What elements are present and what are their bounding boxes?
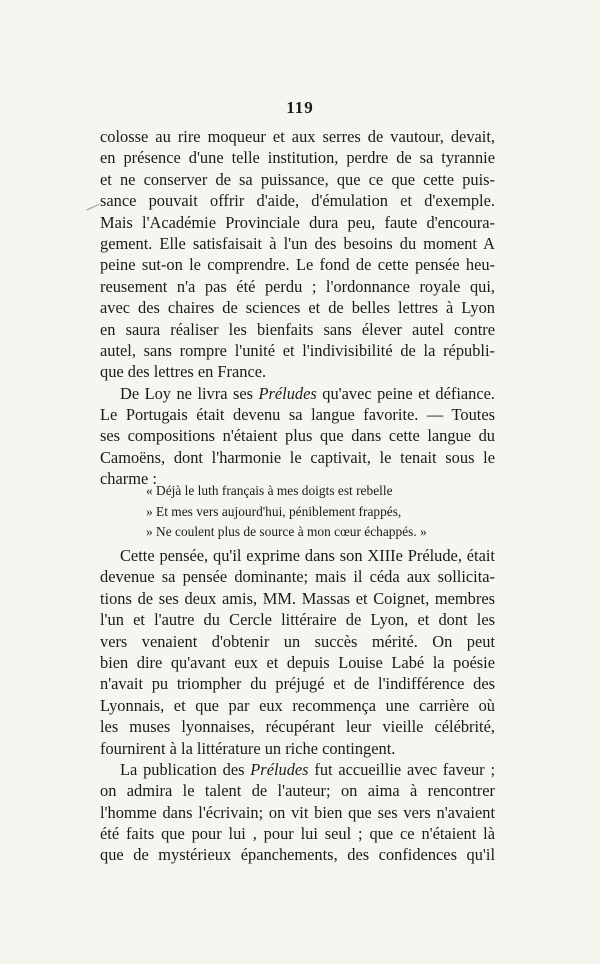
text-line: colosse au rire moqueur et aux serres de vautour, devait, (100, 127, 495, 146)
verse-line: « Déjà le luth français à mes doigts est rebelle (146, 483, 393, 498)
text-run: fut accueillie avec faveur ; (308, 759, 495, 779)
text-line: en présence d'une telle institution, perdre de sa tyrannie (100, 148, 495, 168)
text-line: en saura réaliser les bienfaits sans élever autel contre (100, 319, 495, 339)
text-line: Le Portugais était devenu sa langue favorite. — Toutes (100, 405, 495, 425)
text-line: Camoëns, dont l'harmonie le captivait, le tenait sous le (100, 447, 495, 467)
verse-line: » Ne coulent plus de source à mon cœur échappés. » (146, 524, 427, 539)
text-line: et ne conserver de sa puissance, que ce que cette puis- (100, 169, 495, 189)
text-line: sance pouvait offrir d'aide, d'émulation et d'exemple. (100, 191, 495, 211)
verse-line: » Et mes vers aujourd'hui, péniblement frappés, (146, 503, 402, 519)
text-line: les muses lyonnaises, récupérant leur vieille célébrité, (100, 717, 495, 737)
text-line: charme : (100, 469, 157, 489)
text-line: Cette pensée, qu'il exprime dans son XIIIe Prélude, était (120, 546, 495, 565)
text-line (100, 383, 495, 404)
text-line: été faits que pour lui , pour lui seul ; que ce n'étaient là (100, 824, 495, 844)
text-line: tions de ses deux amis, MM. Massas et Coignet, membres (100, 588, 495, 608)
text-line: peine sut-on le comprendre. Le fond de cette pensée heu- (100, 255, 495, 275)
text-line: fournirent à la littérature un riche contingent. (100, 738, 396, 758)
text-line: devenue sa pensée dominante; mais il céda aux sollicita- (100, 567, 495, 587)
text-line: vers venaient d'obtenir un succès mérité. On peut (100, 631, 495, 651)
text-line (100, 759, 495, 780)
text-line: avec des chaires de sciences et de belles lettres à Lyon (100, 298, 495, 318)
paragraph-3-and-4 (100, 545, 495, 866)
margin-pencil-mark (82, 195, 99, 211)
text-line: n'avait pu triompher du préjugé et de l'indifférence des (100, 674, 495, 694)
text-line: autel, sans rompre l'unité et l'indivisibilité de la républi- (100, 340, 495, 360)
text-line: Mais l'Académie Provinciale dura peu, faute d'encoura- (100, 212, 495, 232)
title-italic: Préludes (258, 383, 317, 403)
text-line: l'un et l'autre du Cercle littéraire de Lyon, et dont les (100, 610, 495, 630)
text-line: reusement n'a pas été perdu ; l'ordonnance royale qui, (100, 276, 495, 296)
title-italic: Préludes (250, 759, 309, 779)
text-line: que des lettres en France. (100, 362, 267, 382)
text-run: La publication des (120, 759, 251, 779)
text-line: que de mystérieux épanchements, des confidences qu'il (100, 845, 495, 865)
verse-quotation (146, 481, 486, 543)
text-line: on admira le talent de l'auteur; on aima à rencontrer (100, 781, 495, 801)
text-line: l'homme dans l'écrivain; on vit bien que ses vers n'avaient (100, 802, 495, 822)
text-line: gement. Elle satisfaisait à l'un des besoins du moment A (100, 233, 495, 253)
text-run: qu'avec peine et défiance. (316, 383, 495, 403)
text-line: ses compositions n'étaient plus que dans cette langue du (100, 426, 495, 446)
text-line: bien dire qu'avant eux et depuis Louise Labé la poésie (100, 652, 495, 672)
paragraph-1-and-2 (100, 126, 495, 490)
text-line: Lyonnais, et que par eux recommença une carrière où (100, 695, 495, 715)
page-number: 119 (286, 98, 314, 117)
text-run: De Loy ne livra ses (120, 383, 259, 403)
